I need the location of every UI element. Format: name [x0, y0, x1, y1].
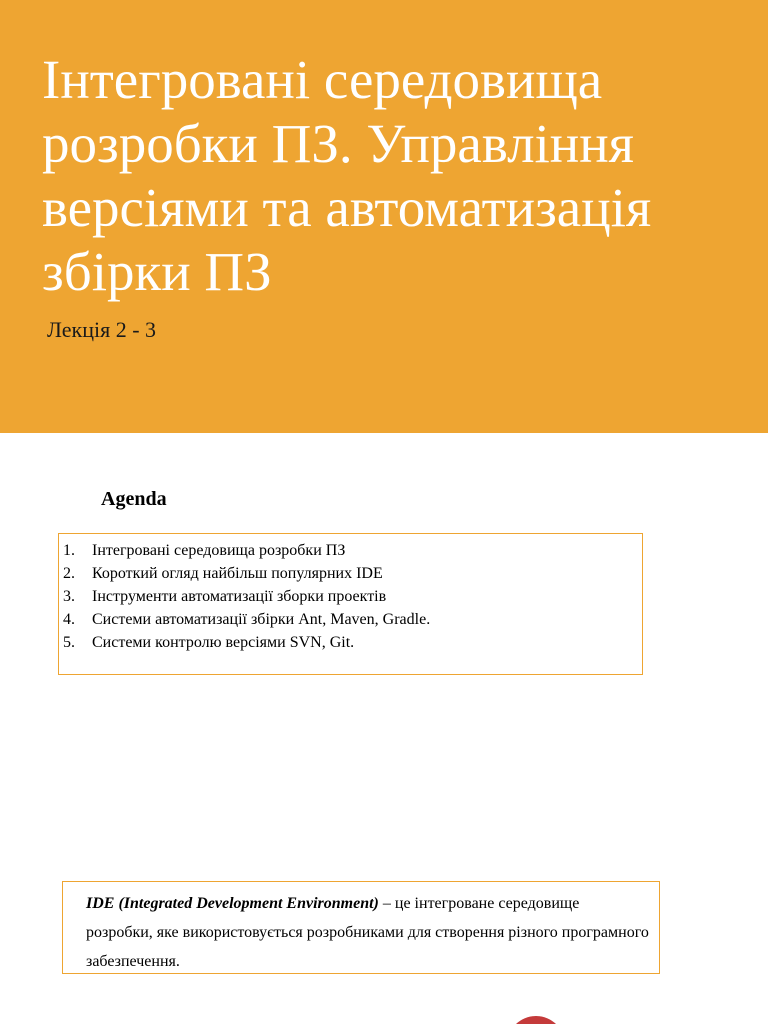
agenda-item: [59, 585, 642, 608]
decorative-circle: [507, 1016, 565, 1024]
agenda-item-text: Системи автоматизації збірки Ant, Maven, Gradle.: [92, 611, 431, 628]
agenda-item-text: Інструменти автоматизації зборки проектів: [92, 588, 387, 605]
slide-title: Інтегровані середовища розробки ПЗ. Управління версіями та автоматизація збірки ПЗ: [42, 49, 652, 302]
agenda-heading: Agenda: [101, 488, 167, 510]
ide-definition-box: [62, 881, 660, 974]
definition-term: IDE (Integrated Development Environment): [86, 895, 379, 912]
agenda-item-number: 5.: [63, 634, 75, 651]
agenda-item: [59, 539, 642, 562]
agenda-item: [59, 631, 642, 654]
agenda-item-number: 1.: [63, 542, 75, 559]
agenda-item-number: 2.: [63, 565, 75, 582]
agenda-list: [59, 534, 642, 654]
agenda-item-number: 4.: [63, 611, 75, 628]
agenda-item-text: Інтегровані середовища розробки ПЗ: [92, 542, 346, 559]
agenda-item-text: Короткий огляд найбільш популярних IDE: [92, 565, 383, 582]
agenda-box: [58, 533, 643, 675]
slide-subtitle: Лекція 2 - 3: [47, 317, 157, 342]
agenda-item: [59, 608, 642, 631]
agenda-item-text: Системи контролю версіями SVN, Git.: [92, 634, 355, 651]
agenda-item-number: 3.: [63, 588, 75, 605]
title-slide: [0, 0, 768, 433]
definition-text: – це інтегроване середовище розробки, яке використовується розробниками для створення різного програмного забезпечення.: [86, 895, 649, 970]
agenda-item: [59, 562, 642, 585]
